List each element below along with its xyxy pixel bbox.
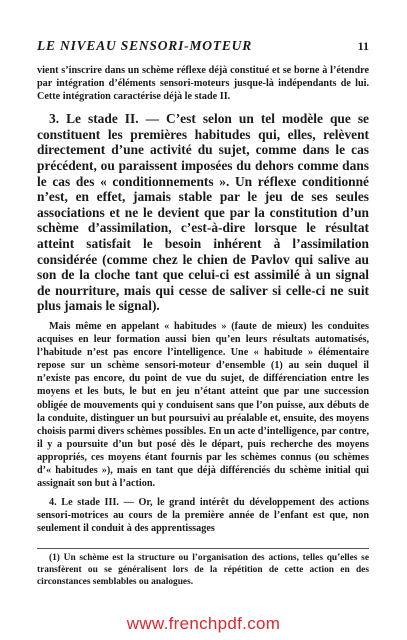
book-page — [37, 38, 369, 588]
running-title: LE NIVEAU SENSORI-MOTEUR — [37, 38, 252, 53]
page-header — [37, 38, 369, 56]
paragraph-stage-ii: 3. Le stade II. — C’est selon un tel modèle que se constituent les premières habitudes qui, elles, relèvent directement d’une activité du sujet, comme dans le cas précédent, ou paraissent imposées du dehors comme dans le cas des « conditionnements ». Un réflexe conditionné n’est, en effet, jamais stable par le jeu de ses seules associations et ne le devient que par la constitution d’un schème d’assimilation, c’est-à-dire lorsque le résultat atteint satisfait le besoin inhérent à l’assimilation considérée (comme chez le chien de Pavlov qui salive au son de la cloche tant que celui-ci est assimilé à un signal de nourriture, mais qui cesse de saliver si celle-ci ne suit plus jamais le signal). — [37, 111, 369, 314]
page-number: 11 — [357, 39, 369, 53]
watermark-link[interactable]: www.frenchpdf.com — [126, 614, 281, 633]
footnote: (1) Un schème est la structure ou l’organisation des actions, telles qu’elles se transfèrent ou se généralisent lors de la répétition de cette action en des circonstances semblables ou analogues. — [37, 552, 369, 587]
footnote-divider — [37, 548, 369, 549]
paragraph-habits: Mais même en appelant « habitudes » (faute de mieux) les conduites acquises en leur formation aussi bien qu’en leurs résultats automatisés, l’habitude n’est pas encore l’intelligence. Une « habitude » élémentaire repose sur un schème sensori-moteur d’ensemble (1) au sein duquel il n’existe pas encore, du point de vue du sujet, de différenciation entre les moyens et les buts, le but en jeu n’étant atteint que par une succession obligée de mouvements qui y conduisent sans que l’on puisse, aux débuts de la conduite, distinguer un but poursuivi au préalable et, ensuite, des moyens choisis parmi divers schèmes possibles. En un acte d’intelligence, par contre, il y a poursuite d’un but posé dès le départ, puis recherche des moyens appropriés, ces moyens étant fournis par les schèmes connus (ou schèmes d’« habitudes »), mais en tant que déjà différenciés du schème initial qui assignait son but à l’action. — [37, 321, 369, 490]
paragraph-stage1-continuation: vient s’inscrire dans un schème réflexe déjà constitué et se borne à l’étendre par intégration d’éléments sensori-moteurs jusque-là indépendants de lui. Cette intégration caractérise déjà le stade II. — [37, 65, 369, 103]
paragraph-stage-iii: 4. Le stade III. — Or, le grand intérêt du développement des actions sensori-motrices au cours de la première année de l’enfant est que, non seulement il conduit à des apprentissages — [37, 497, 369, 535]
